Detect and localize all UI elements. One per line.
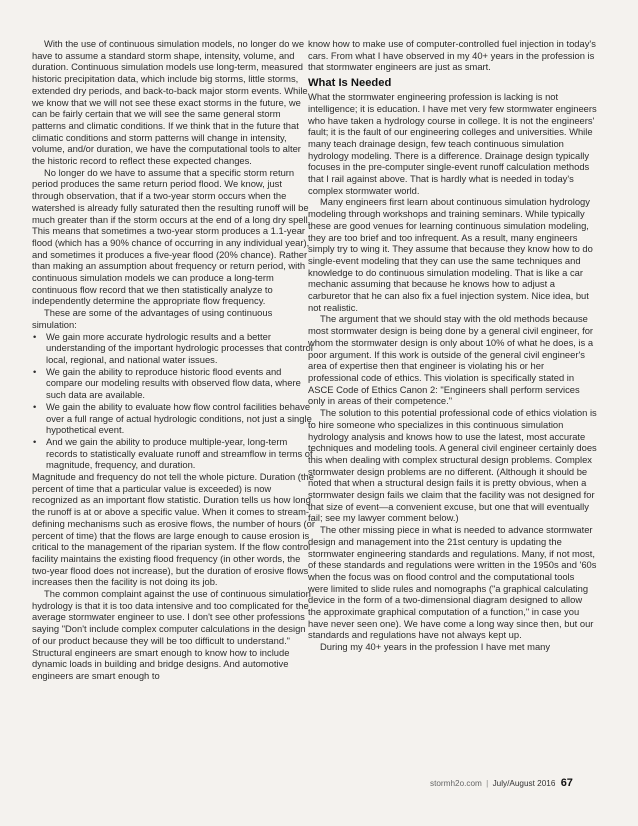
page-number: 67 xyxy=(560,777,573,789)
paragraph: Many engineers first learn about continuous simulation hydrology modeling through workshops and training seminars. While typically these are good venues for learning continuous simulation modeling, they are too brief and too infrequent. As a result, many engineers simply try to wing it. They assume that because they know how to do single-event modeling that they can use the same techniques and knowledge to do continuous simulation modeling. That is like a car mechanic assuming that because he knows how to adjust a carburetor that he can also fix a fuel injection system. Nice idea, but not realistic. xyxy=(308,196,593,313)
footer-issue: July/August 2016 xyxy=(492,779,556,788)
list-item-text: And we gain the ability to produce multiple-year, long-term records to statistically evaluate runoff and streamflow in terms of magnitude, frequency, and duration. xyxy=(46,435,313,471)
bullet-glyph: • xyxy=(33,400,37,412)
list-item xyxy=(32,401,315,436)
bullet-glyph: • xyxy=(33,435,37,447)
bullet-glyph: • xyxy=(33,330,37,342)
list-item xyxy=(32,366,315,401)
paragraph: With the use of continuous simulation models, no longer do we have to assume a standard storm shape, intensity, volume, and duration. Continuous simulation models use long-term, measured historic precipitation data, which include big storms, little storms, extended dry periods, and back-to-back major storm events. While we know that we will not see these exact storms in the future, we can be fairly certain that we will see the same general storm patterns and climatic conditions. If we think that in the future that climatic conditions and storm patterns will change in intensity, volume, and/or duration, we have the computational tools to alter the historic record to reflect these expected changes. xyxy=(32,38,308,167)
paragraph: During my 40+ years in the profession I have met many xyxy=(320,641,551,653)
footer-site: stormh2o.com xyxy=(430,779,482,788)
paragraph: The argument that we should stay with the old methods because most stormwater design is being done by a general civil engineer, for whom the stormwater design is only about 10% of what he does, is a poor argument. If this work is outside of the general civil engineer's area of expertise then that engineer is violating his or her professional code of ethics. This violation is specifically stated in ASCE Code of Ethics Canon 2: "Engineers shall perform services only in areas of their competence." xyxy=(308,313,594,407)
right-column xyxy=(308,38,597,653)
paragraph: The solution to this potential professional code of ethics violation is to hire someone who specializes in this continuous simulation hydrology analysis and knows how to use the latest, most accurate techniques and modeling tools. A general civil engineer certainly does this when dealing with complex structural design problems. Complex stormwater design problems are no different. (Although it should be noted that when a structural design fails it is pretty obvious, when a stormwater design fails we claim that the facility was not designed for that size of event—a convenient excuse, but one that will eventually fail; see my lawyer comment below.) xyxy=(308,407,597,524)
paragraph: No longer do we have to assume that a specific storm return period produces the same return period flood. We know, just through observation, that if a two-year storm occurs when the watershed is already fully saturated then the resulting runoff will be much greater than if the storm occurs at the end of a long dry spell. This means that sometimes a two-year storm produces a 1.1-year flood (which has a 90% chance of occurring in any individual year), and sometimes it produces a five-year flood (20% chance). Rather than making an assumption about frequency or return period, with continuous simulation models we can produce a long-term continuous flow record that we then statistically analyze to independently determine the appropriate flow frequency. xyxy=(32,166,311,307)
paragraph: The common complaint against the use of continuous simulation hydrology is that it is too data intensive and too complicated for the average stormwater engineer to use. I don't see other professions saying "Don't include complex computer calculations in the design of our product because they will be too difficult to understand." Structural engineers are smart enough to know how to include dynamic loads in building and bridge designs. And automotive engineers are smart enough to xyxy=(32,588,311,681)
list-item-text: We gain more accurate hydrologic results and a better understanding of the important hydrologic processes that control local, regional, and national water issues. xyxy=(46,330,313,365)
list-item-text: We gain the ability to evaluate how flow control facilities behave over a full range of actual hydrologic conditions, not just a single hypothetical event. xyxy=(46,400,312,436)
paragraph: The other missing piece in what is needed to advance stormwater design and management into the 21st century is updating the stormwater engineering standards and regulations. Many, if not most, of these standards and regulations were written in the 1950s and '60s when the focus was on flood control and the computational tools were limited to slide rules and nomographs ("a graphical calculating device in the form of a two-dimensional diagram designed to allow the approximate graphical computation of a function," in case you have never seen one). We have come a long way since then, but our standards and regulations have not always kept up. xyxy=(308,524,597,641)
list-item xyxy=(32,436,315,471)
footer-separator: | xyxy=(486,779,489,788)
paragraph: What the stormwater engineering profession is lacking is not intelligence; it is education. I have met very few stormwater engineers who have taken a hydrology course in college. It is not the engineers' fault; it is the fault of our engineering colleges and universities. While many teach drainage design, few teach continuous simulation hydrology modeling. There is a difference. Drainage design typically focuses in the pre-computer single-event runoff calculation methods that I rail against above. That is hardly what is needed in today's complex stormwater world. xyxy=(308,91,597,196)
page-footer xyxy=(430,777,600,789)
left-column xyxy=(32,38,315,682)
bullet-glyph: • xyxy=(33,365,37,377)
paragraph: know how to make use of computer-controlled fuel injection in today's cars. From what I have observed in my 40+ years in the profession is that stormwater engineers are just as smart. xyxy=(308,38,596,73)
paragraph: Magnitude and frequency do not tell the whole picture. Duration (the percent of time that a particular value is exceeded) is now recognized as an important flow statistic. Duration tells us how long the runoff is at or above a specific value. When it comes to stream-defining mechanisms such as erosive flows, the number of hours (or percent of time) that the flows are large enough to cause erosion is critical to the management of the riparian system. If the flow control facility maintains the existing flood frequency (in other words, the two-year flood does not increase), but the duration of erosive flows increases then the facility is not doing its job. xyxy=(32,471,315,588)
list-item xyxy=(32,331,315,366)
advantages-list xyxy=(32,331,315,471)
list-item-text: We gain the ability to reproduce historic flood events and compare our modeling results with observed flow data, where such data are available. xyxy=(46,365,301,401)
paragraph: These are some of the advantages of using continuous simulation: xyxy=(32,307,273,330)
section-heading: What Is Needed xyxy=(308,77,392,90)
